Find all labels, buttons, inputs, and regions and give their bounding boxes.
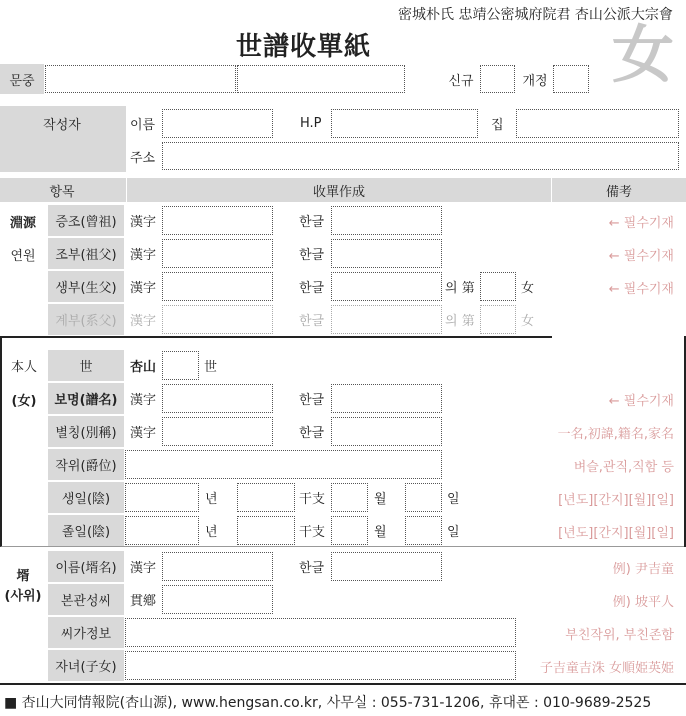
writer-label: 작성자	[43, 117, 81, 133]
spouse-name-note: 例) 尹吉童	[612, 562, 674, 577]
hangul-label: 한글	[299, 248, 325, 263]
day-label: 일	[447, 492, 460, 507]
death-label: 졸일(陰)	[48, 515, 124, 546]
new-checkbox[interactable]	[480, 65, 515, 93]
writer-name-input[interactable]	[162, 109, 273, 138]
title-label: 작위(爵位)	[48, 449, 124, 480]
generation-label: 世	[48, 350, 124, 381]
origin-hangul-input[interactable]	[331, 272, 442, 301]
header-subtitle: 密城朴氏 忠靖公密城府院君 杏山公派大宗會	[398, 7, 673, 23]
hangul-label: 한글	[299, 426, 325, 441]
bomyeong-hangul-input[interactable]	[331, 384, 442, 413]
footer-text: ■ 杏山大同情報院(杏山源), www.hengsan.co.kr, 사무실 : 055-731-1206, 휴대폰 : 010-9689-2525	[4, 695, 652, 711]
spouse-children-note: 子吉童吉洙 女順姫英姫	[539, 661, 674, 676]
spouse-label-hangul: (사위)	[4, 588, 42, 604]
hanja-label: 漢字	[130, 281, 157, 296]
writer-phone-input[interactable]	[331, 109, 478, 138]
new-label: 신규	[448, 73, 474, 89]
hangul-label: 한글	[299, 281, 325, 296]
writer-address-label: 주소	[130, 150, 156, 166]
title-input[interactable]	[125, 450, 442, 479]
spouse-children-label: 자녀(子女)	[48, 650, 124, 681]
alias-label: 별칭(別稱)	[48, 416, 124, 447]
year-label: 년	[205, 525, 218, 540]
hanja-label: 漢字	[130, 314, 157, 329]
generation-prefix: 杏山	[130, 360, 157, 375]
generation-input[interactable]	[162, 351, 199, 380]
ganji-label: 干支	[299, 492, 326, 507]
header-note: 備考	[605, 184, 632, 200]
header-form: 收單作成	[126, 178, 552, 202]
bomyeong-note: ← 필수기재	[608, 394, 674, 409]
bomyeong-label: 보명(譜名)	[48, 383, 124, 414]
hanja-label: 漢字	[130, 215, 157, 230]
hanja-label: 漢字	[130, 248, 157, 263]
hangul-label: 한글	[299, 314, 325, 329]
day-label: 일	[447, 525, 460, 540]
origin-label-hanja: 淵源	[9, 215, 36, 231]
writer-home-input[interactable]	[516, 109, 679, 138]
hanja-label: 漢字	[130, 393, 157, 408]
origin-hangul-input[interactable]	[331, 206, 442, 235]
order-label: 의 第	[445, 314, 475, 329]
origin-row-label: 증조(曾祖)	[48, 205, 124, 236]
hangul-label: 한글	[299, 215, 325, 230]
alias-hanja-input[interactable]	[162, 417, 273, 446]
revise-checkbox[interactable]	[553, 65, 589, 93]
year-label: 년	[205, 492, 218, 507]
month-label: 월	[374, 492, 387, 507]
hanja-label: 漢字	[130, 426, 157, 441]
title-note: 벼슬,관직,직함 등	[573, 460, 674, 475]
origin-hangul-input[interactable]	[331, 305, 442, 334]
alias-note: 一名,初諱,籍名,家名	[557, 427, 674, 442]
gender-mark: 女	[612, 18, 675, 91]
writer-phone-label: H.P	[300, 115, 322, 131]
clan-input-1[interactable]	[45, 65, 236, 93]
birth-month-input[interactable]	[331, 483, 368, 512]
origin-hangul-input[interactable]	[331, 239, 442, 268]
alias-hangul-input[interactable]	[331, 417, 442, 446]
origin-hanja-input[interactable]	[162, 239, 273, 268]
female-label: 女	[521, 281, 535, 296]
origin-hanja-input[interactable]	[162, 272, 273, 301]
death-year-input[interactable]	[125, 516, 199, 545]
birth-note: [년도][간지][월][일]	[558, 493, 674, 508]
hanja-label: 漢字	[130, 561, 157, 576]
death-day-input[interactable]	[405, 516, 442, 545]
order-label: 의 第	[445, 281, 475, 296]
birth-day-input[interactable]	[405, 483, 442, 512]
spouse-label-hanja: 壻	[16, 568, 30, 584]
spouse-origin-input[interactable]	[162, 585, 273, 614]
spouse-family-input[interactable]	[125, 618, 516, 647]
origin-prefix: 貫鄕	[130, 594, 157, 609]
birth-label: 생일(陰)	[48, 482, 124, 513]
origin-row-label: 조부(祖父)	[48, 238, 124, 269]
hangul-label: 한글	[299, 393, 325, 408]
origin-hanja-input[interactable]	[162, 305, 273, 334]
self-section-right-border	[552, 336, 686, 338]
writer-name-label: 이름	[130, 117, 156, 133]
hangul-label: 한글	[299, 561, 325, 576]
spouse-origin-note: 例) 坡平人	[612, 595, 674, 610]
origin-row-label: 계부(系父)	[48, 304, 124, 335]
order-input[interactable]	[480, 305, 516, 334]
origin-note: ← 필수기재	[608, 282, 674, 297]
death-month-input[interactable]	[331, 516, 368, 545]
spouse-origin-label: 본관성씨	[48, 584, 124, 615]
month-label: 월	[374, 525, 387, 540]
header-item: 항목	[49, 184, 75, 200]
spouse-hangul-input[interactable]	[331, 552, 442, 581]
self-label: 本人	[10, 359, 37, 375]
spouse-children-input[interactable]	[125, 651, 516, 680]
clan-input-2[interactable]	[237, 65, 405, 93]
spouse-hanja-input[interactable]	[162, 552, 273, 581]
origin-hanja-input[interactable]	[162, 206, 273, 235]
origin-note: ← 필수기재	[608, 216, 674, 231]
birth-year-input[interactable]	[125, 483, 199, 512]
spouse-family-note: 부친작위, 부친존함	[565, 628, 674, 643]
order-input[interactable]	[480, 272, 516, 301]
section-divider	[0, 683, 686, 685]
generation-suffix: 世	[204, 360, 218, 375]
death-note: [년도][간지][월][일]	[558, 526, 674, 541]
spouse-name-label: 이름(壻名)	[48, 551, 124, 582]
origin-label-hangul: 연원	[10, 248, 36, 264]
bomyeong-hanja-input[interactable]	[162, 384, 273, 413]
ganji-label: 干支	[299, 525, 326, 540]
page-title: 世譜收單紙	[236, 32, 372, 62]
self-label-sub: (女)	[11, 393, 37, 409]
origin-row-label: 생부(生父)	[48, 271, 124, 302]
female-label: 女	[521, 314, 535, 329]
death-ganji-input[interactable]	[237, 516, 295, 545]
birth-ganji-input[interactable]	[237, 483, 295, 512]
revise-label: 개정	[522, 73, 548, 89]
spouse-family-label: 씨가정보	[48, 617, 124, 648]
origin-note: ← 필수기재	[608, 249, 674, 264]
writer-address-input[interactable]	[162, 142, 679, 170]
clan-label: 문중	[9, 73, 35, 89]
writer-home-label: 집	[491, 117, 504, 133]
